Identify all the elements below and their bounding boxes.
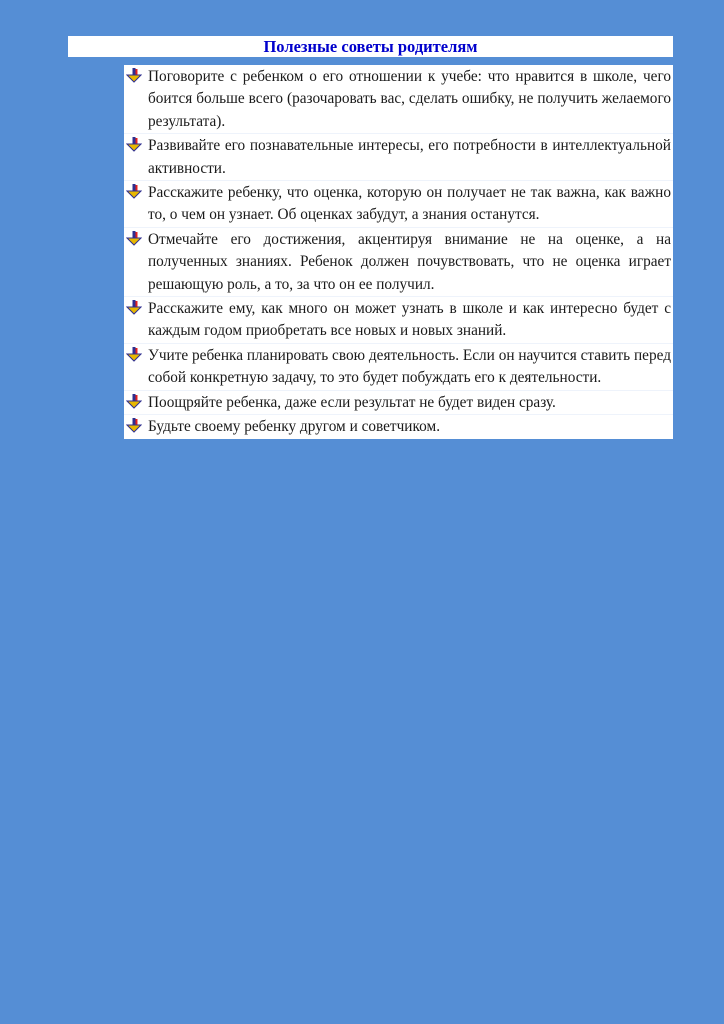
list-item	[124, 297, 673, 344]
arrow-down-bullet-icon	[126, 68, 142, 84]
list-item-text: Расскажите ребенку, что оценка, которую он получает не так важна, как важно то, о чем он узнает. Об оценках забудут, а знания останутся.	[148, 184, 671, 224]
list-item-text: Поговорите с ребенком о его отношении к учебе: что нравится в школе, чего боится больше всего (разочаровать вас, сделать ошибку, не получить желаемого результата).	[148, 68, 671, 130]
list-item	[124, 181, 673, 228]
list-item	[124, 134, 673, 181]
list-item	[124, 391, 673, 415]
list-item-text: Учите ребенка планировать свою деятельность. Если он научится ставить перед собой конкретную задачу, то это будет побуждать его к деятельности.	[148, 346, 671, 387]
arrow-down-bullet-icon	[126, 300, 142, 316]
page-title: Полезные советы родителям	[68, 36, 673, 57]
arrow-down-bullet-icon	[126, 137, 142, 153]
arrow-down-bullet-icon	[126, 418, 142, 434]
list-item	[124, 228, 673, 297]
list-item	[124, 344, 673, 391]
list-item-text: Поощряйте ребенка, даже если результат не будет виден сразу.	[148, 393, 556, 411]
list-item-text: Будьте своему ребенку другом и советчиком.	[148, 418, 441, 436]
arrow-down-bullet-icon	[126, 347, 142, 363]
list-item-text: Развивайте его познавательные интересы, его потребности в интеллектуальной активности.	[148, 137, 671, 177]
list-item-text: Отмечайте его достижения, акцентируя внимание не на оценке, а на полученных знаниях. Ребенок должен почувствовать, что не оценка играет решающую роль, а то, за что он ее получил.	[148, 230, 671, 293]
arrow-down-bullet-icon	[126, 394, 142, 410]
arrow-down-bullet-icon	[126, 184, 142, 200]
list-item-text: Расскажите ему, как много он может узнать в школе и как интересно будет с каждым годом приобретать все новых и новых знаний.	[148, 300, 671, 340]
list-item	[124, 415, 673, 438]
arrow-down-bullet-icon	[126, 231, 142, 247]
list-item	[124, 65, 673, 134]
tips-list	[124, 65, 673, 439]
